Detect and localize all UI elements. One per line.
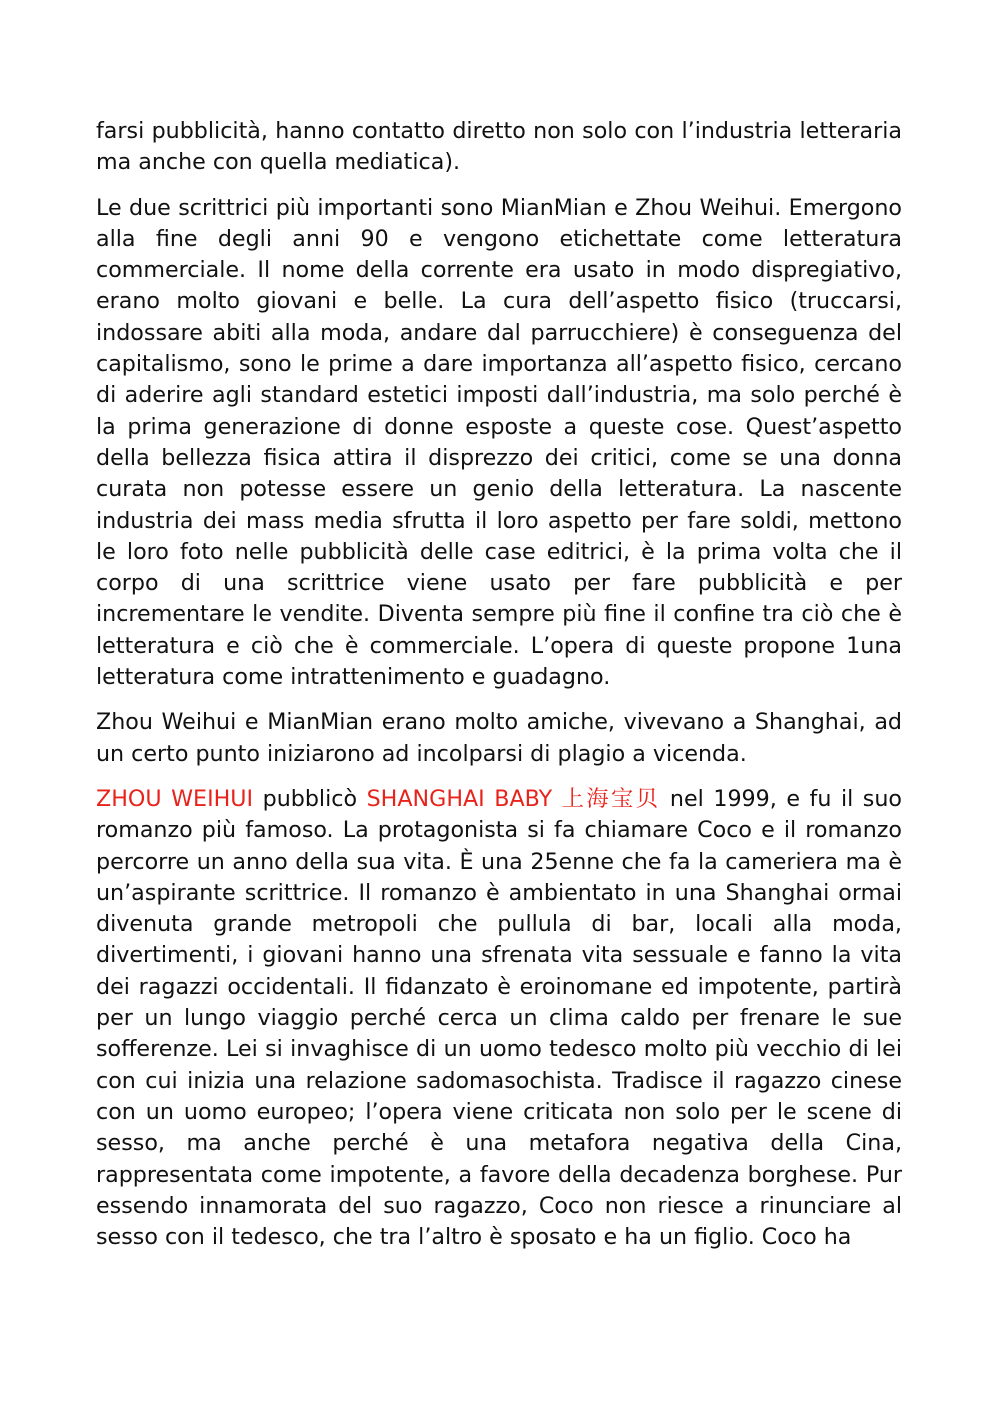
paragraph-intro-continuation: farsi pubblicità, hanno contatto diretto non solo con l’industria letteraria ma anche con quella mediatica). bbox=[96, 118, 902, 176]
document-page bbox=[96, 116, 902, 1267]
book-title-highlight: SHANGHAI BABY 上海宝贝 bbox=[366, 785, 661, 812]
paragraph-plagiarism: Zhou Weihui e MianMian erano molto amiche, vivevano a Shanghai, ad un certo punto iniziarono ad incolparsi di plagio a vicenda. bbox=[96, 709, 902, 767]
paragraph-mianmian-zhou-weihui: Le due scrittrici più importanti sono MianMian e Zhou Weihui. Emergono alla fine degli anni 90 e vengono etichettate come letteratura commerciale. Il nome della corrente era usato in modo dispregiativo, erano molto giovani e belle. La cura dell’aspetto fisico (truccarsi, indossare abiti alla moda, andare dal parrucchiere) è conseguenza del capitalismo, sono le prime a dare importanza all’aspetto fisico, cercano di aderire agli standard estetici imposti dall’industria, ma solo perché è la prima generazione di donne esposte a queste cose. Quest’aspetto della bellezza fisica attira il disprezzo dei critici, come se una donna curata non potesse essere un genio della letteratura. La nascente industria dei mass media sfrutta il loro aspetto per fare soldi, mettono le loro foto nelle pubblicità delle case editrici, è la prima volta che il corpo di una scrittrice viene usato per fare pubblicità e per incrementare le vendite. Diventa sempre più fine il confine tra ciò che è letteratura e ciò che è commerciale. L’opera di queste propone 1una letteratura come intrattenimento e guadagno. bbox=[96, 194, 902, 691]
author-name-highlight: ZHOU WEIHUI bbox=[96, 785, 254, 812]
paragraph-shanghai-baby bbox=[96, 784, 902, 1253]
paragraph-text-segment: pubblicò bbox=[253, 785, 367, 812]
paragraph-text-segment: nel 1999, e fu il suo romanzo più famoso. La protagonista si fa chiamare Coco e il romanzo percorre un anno della sua vita. È una 25enne che fa la cameriera ma è un’aspirante scrittrice. Il romanzo è ambientato in una Shanghai ormai divenuta grande metropoli che pullula di bar, locali alla moda, divertimenti, i giovani hanno una sfrenata vita sessuale e fanno la vita dei ragazzi occidentali. Il fidanzato è eroinomane ed impotente, partirà per un lungo viaggio perché cerca un clima caldo per frenare le sue sofferenze. Lei si invaghisce di un uomo tedesco molto più vecchio di lei con cui inizia una relazione sadomasochista. Tradisce il ragazzo cinese con un uomo europeo; l’opera viene criticata non solo per le scene di sesso, ma anche perché è una metafora negativa della Cina, rappresentata come impotente, a favore della decadenza borghese. Pur essendo innamorata del suo ragazzo, Coco non riesce a rinunciare al sesso con il tedesco, che tra l’altro è sposato e ha un figlio. Coco ha bbox=[96, 785, 903, 1251]
